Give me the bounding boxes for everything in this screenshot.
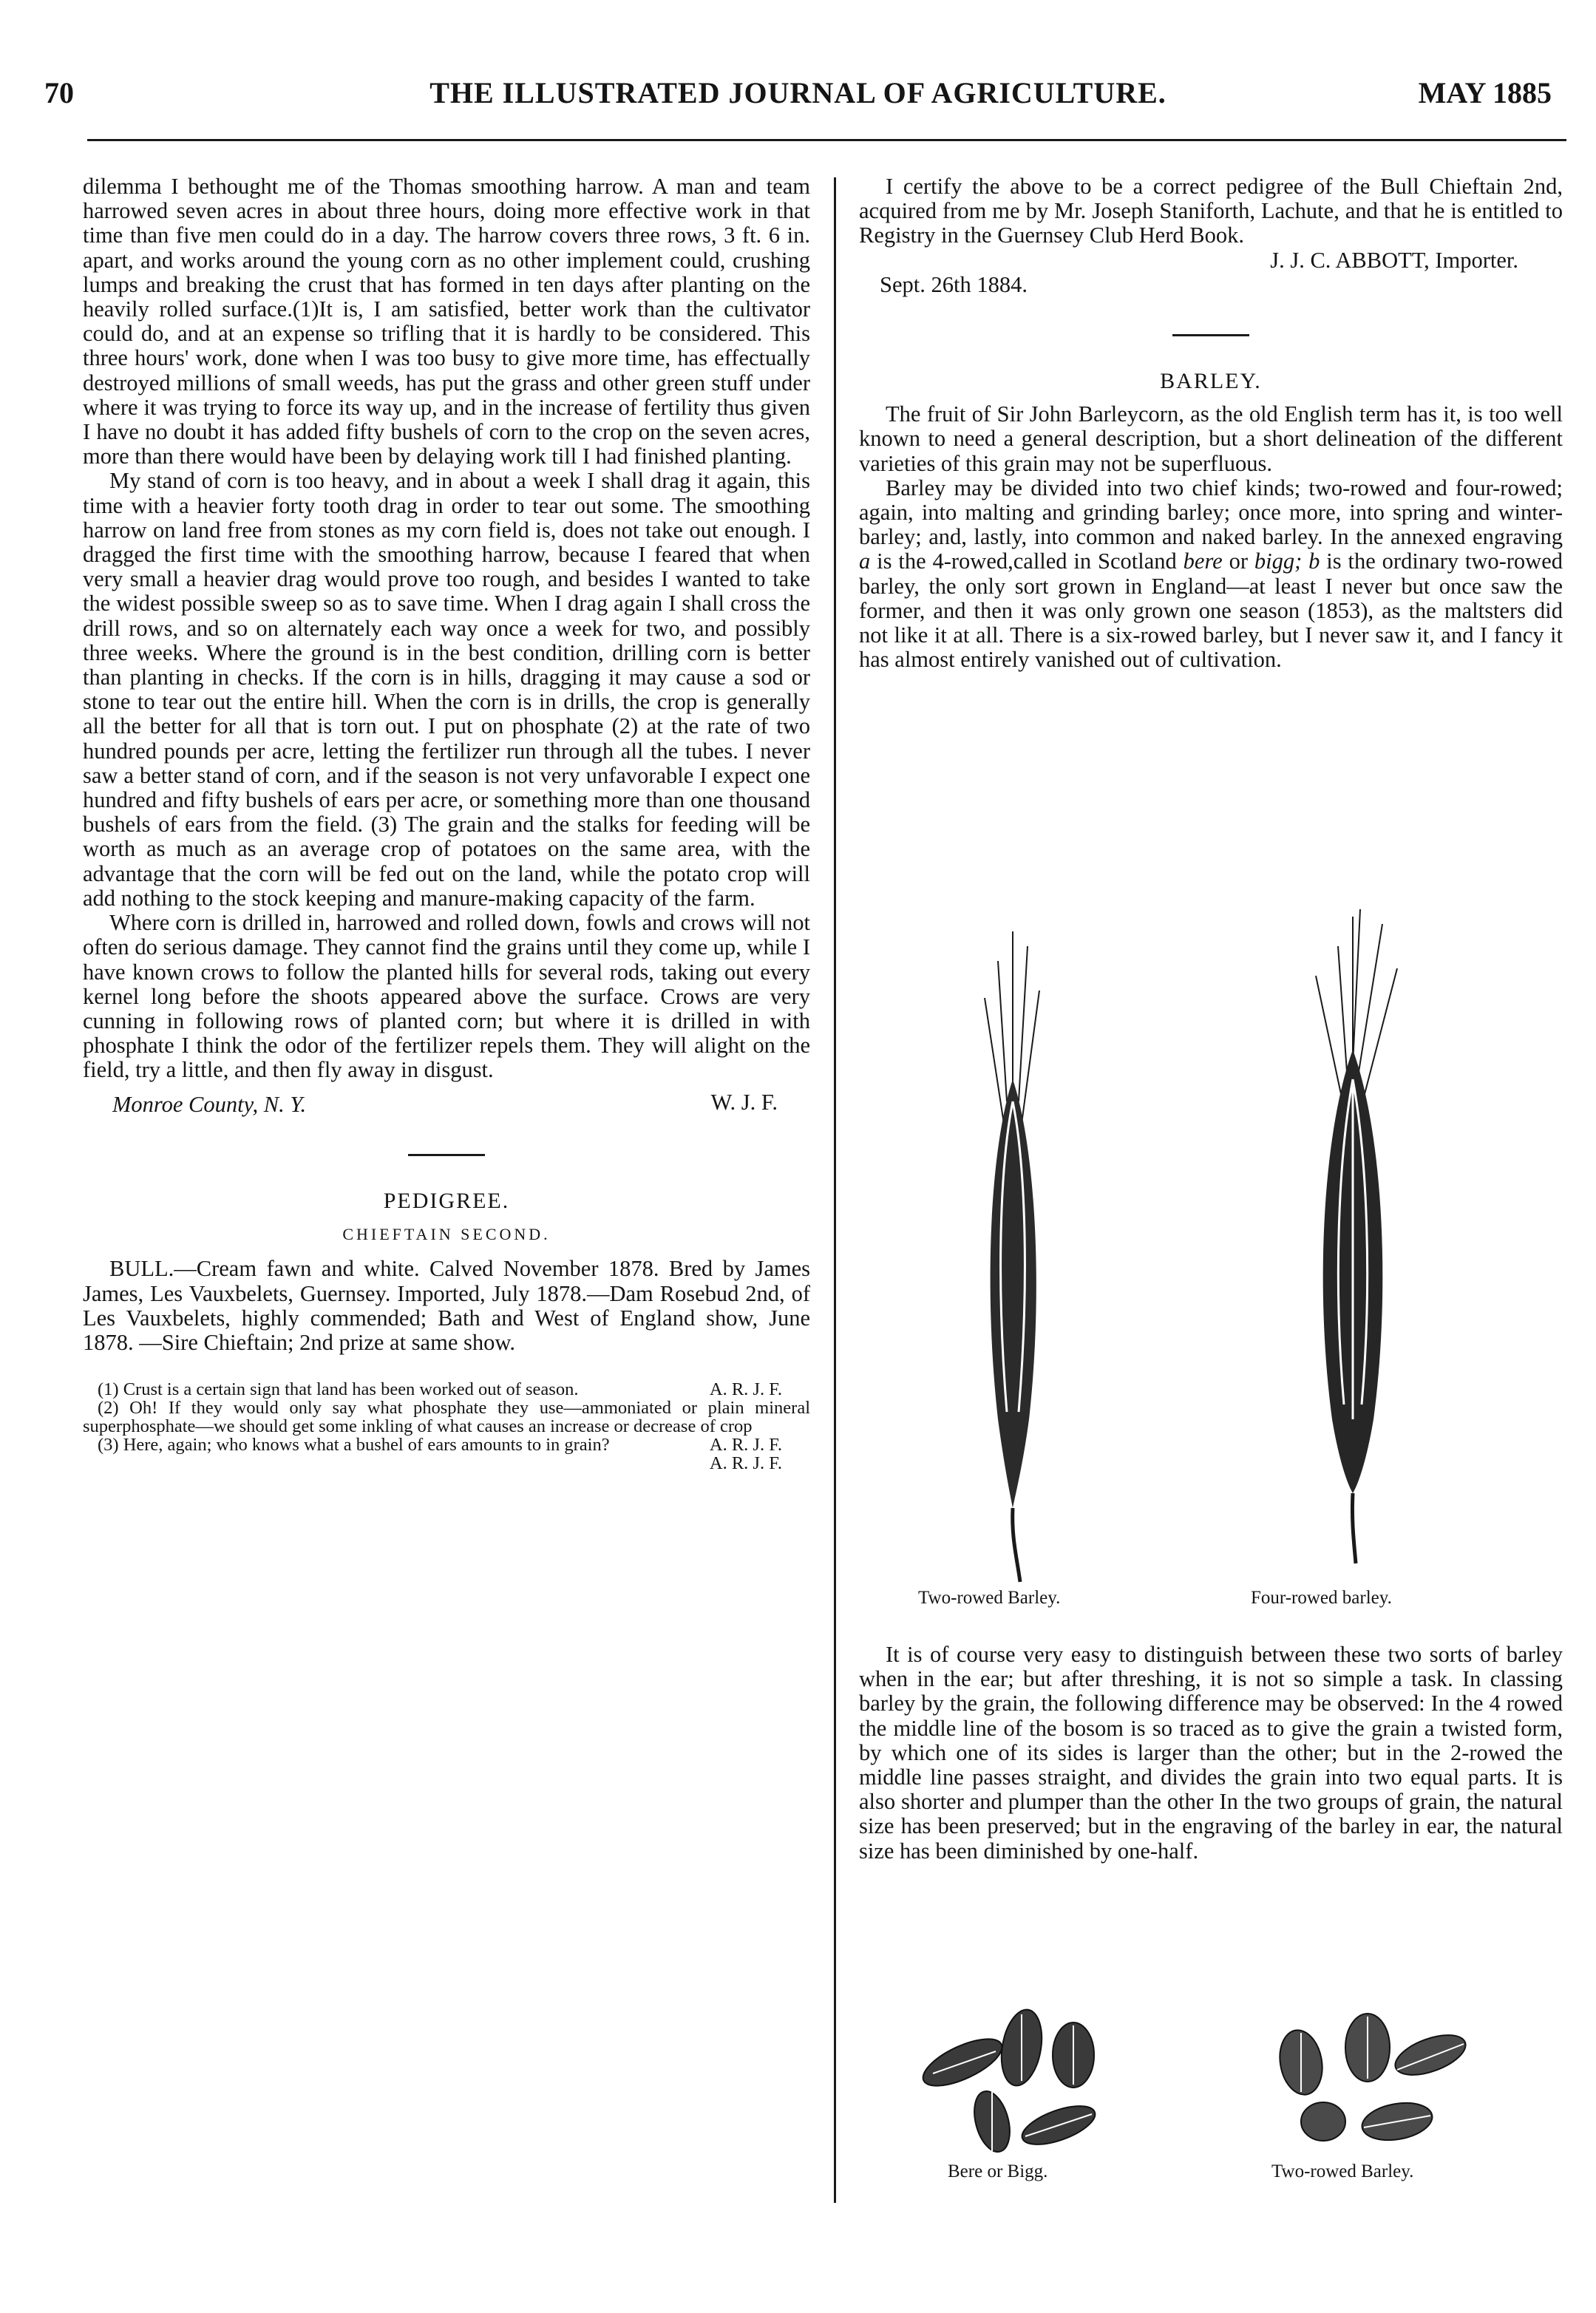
author-signature: W. J. F. — [710, 1089, 778, 1115]
text-run: is the 4-rowed,called in Scotland — [870, 548, 1184, 574]
footnote — [83, 1380, 810, 1399]
section-subtitle: CHIEFTAIN SECOND. — [342, 1225, 551, 1244]
right-column-continued — [859, 1643, 1563, 1864]
paragraph: It is of course very easy to distinguish between these two sorts of barley when in the ear; but after threshing, it is not so simple a task. In classing barley by the grain, the following difference may be observed: In the 4 rowed the middle line of the bosom is so traced as to give the grain a twisted form, by which one of its sides is larger than the other; but in the 2-rowed the middle line passes straight, and divides the grain into two equal parts. It is also shorter and plumper than the other In the two groups of grain, the natural size has been preserved; but in the engraving of the barley in ear, the natural size has been diminished by one-half. — [859, 1642, 1563, 1864]
running-header — [44, 75, 1552, 120]
journal-title: THE ILLUSTRATED JOURNAL OF AGRICULTURE. — [429, 76, 1167, 109]
section-rule — [1172, 334, 1249, 336]
paragraph: Where corn is drilled in, harrowed and rolled down, fowls and crows will not often do serious damage. They cannot find the grains until they come up, while I have known crows to follow the planted hills for several rods, taking out every kernel long before the shoots appeared above the surface. Crows are very cunning in following rows of planted corn; but where it is drilled in with phosphate I think the odor of the fertilizer repels them. They will alight on the field, try a little, and then fly away in disgust. — [83, 910, 810, 1083]
paragraph — [859, 476, 1563, 673]
paragraph: My stand of corn is too heavy, and in about a week I shall drag it again, this time with a heavier forty tooth drag in order to tear out some. The smoothing harrow on land free from stones as my corn field is, does not take out enough. I dragged the first time with the smoothing harrow, because I feared that when very small a heavier drag would prove too rough, and besides I wanted to take the widest possible sweep so as to save time. When I drag again I shall cross the drill rows, and so on alternately each way once a week for two, and possibly three weeks. Where the ground is in the best condition, drilling corn is better than planting in checks. If the corn is in hills, dragging it may cause a sod or stone to tear out the entire hill. When the corn is in drills, the crop is generally all the better for all that is torn out. I put on phosphate (2) at the rate of two hundred pounds per acre, letting the fertilizer run through all the tubes. I never saw a better stand of corn, and if the season is not very unfavorable I expect one hundred and fifty bushels of ears per acre, or something more than one thousand bushels of ears from the field. (3) The grain and the stalks for feeding will be worth as much as an average crop of potatoes on the same area, with the advantage that the corn will be fed out on the land, while the potato crop will add nothing to the stock keeping and manure-making capacity of the farm. — [83, 468, 810, 911]
header-rule — [87, 139, 1566, 141]
text-run: Barley may be divided into two chief kinds; two-rowed and four-rowed; again, into malting and grinding barley; once more, into spring and winter-barley; and, lastly, into common and naked barley. In the annexed engraving — [859, 475, 1563, 550]
caption-bere-or-bigg: Bere or Bigg. — [948, 2161, 1048, 2181]
pedigree-text: BULL.—Cream fawn and white. Calved November 1878. Bred by James James, Les Vauxbelets, Guernsey. Imported, July 1878.—Dam Rosebud 2nd, of Les Vauxbelets, highly commended; Bath and West of England show, June 1878. —Sire Chieftain; 2nd prize at same show. — [83, 1256, 810, 1355]
text-run: is the ordinary two-rowed barley, the only sort grown in England—at least I never but once saw the former, and then it was only grown one season (1853), as the maltsters did not like it at all. There is a six-rowed barley, but I never saw it, and I fancy it has almost entirely vanished out of cultivation. — [859, 548, 1563, 673]
section-rule — [408, 1154, 485, 1156]
italic-term: bigg; — [1254, 548, 1303, 574]
italic-term: bere — [1183, 548, 1223, 574]
section-title: BARLEY. — [1160, 369, 1262, 394]
paragraph: The fruit of Sir John Barleycorn, as the old English term has it, is too well known to need a general description, but a short delineation of the different varieties of this grain may not be superfluous. — [859, 401, 1563, 476]
author-place: Monroe County, N. Y. — [112, 1091, 307, 1117]
bere-grain-engraving — [911, 1996, 1133, 2159]
two-rowed-grain-engraving — [1257, 2003, 1471, 2151]
footnotes — [83, 1379, 810, 1474]
page-number: 70 — [44, 76, 74, 109]
section-title: PEDIGREE. — [383, 1188, 510, 1213]
caption-two-rowed-barley: Two-rowed Barley. — [918, 1588, 1061, 1608]
text-run: or — [1222, 548, 1254, 574]
certificate-date: Sept. 26th 1884. — [880, 271, 1028, 297]
paragraph: dilemma I bethought me of the Thomas smoothing harrow. A man and team harrowed seven acres in about three hours, doing more effective work in that time than five men could do in a day. The harrow covers three rows, 3 ft. 6 in. apart, and works around the young corn as no other implement could, crushing lumps and breaking the crust that has formed in ten days after planting on the heavily rolled surface.(1)It is, I am satisfied, better work than the cultivator could do, and at an expense so trifling that it is hardly to be considered. This three hours' work, done when I was too busy to give more time, has effectually destroyed millions of small weeds, has put the grass and other green stuff under where it was trying to force its way up, and in the increase of fertility thus given I have no doubt it has added fifty bushels of corn to the crop on the seven acres, more than there would have been by delaying work till I had finished planting. — [83, 174, 810, 469]
issue-date: MAY 1885 — [1418, 76, 1552, 109]
footnote-initials: A. R. J. F. — [709, 1379, 782, 1400]
caption-two-rowed-grain: Two-rowed Barley. — [1271, 2161, 1414, 2181]
two-rowed-barley-engraving — [946, 902, 1079, 1589]
footnote-initials: A. R. J. F. — [709, 1435, 782, 1456]
four-rowed-barley-engraving — [1279, 902, 1427, 1567]
right-column — [859, 174, 1563, 672]
footnote-text: (2) Oh! If they would only say what phosphate they use—ammoniated or plain mineral superphosphate—we should get some inkling of what causes an increase or decrease of crop — [83, 1398, 810, 1437]
left-column — [83, 174, 810, 1473]
certificate-signature: J. J. C. ABBOTT, Importer. — [1270, 247, 1518, 273]
caption-four-rowed-barley: Four-rowed barley. — [1251, 1588, 1392, 1608]
certificate-text: I certify the above to be a correct pedigree of the Bull Chieftain 2nd, acquired from me by Mr. Joseph Staniforth, Lachute, and that he is entitled to Registry in the Guernsey Club Herd Book. — [859, 174, 1563, 248]
footnote-initials: A. R. J. F. — [709, 1453, 782, 1474]
column-divider — [834, 177, 836, 2203]
figure-letter: b — [1302, 548, 1320, 574]
figure-letter: a — [859, 548, 871, 574]
footnote-text: (3) Here, again; who knows what a bushel of ears amounts to in grain? — [98, 1435, 610, 1456]
footnote-text: (1) Crust is a certain sign that land has been worked out of season. — [98, 1379, 579, 1400]
